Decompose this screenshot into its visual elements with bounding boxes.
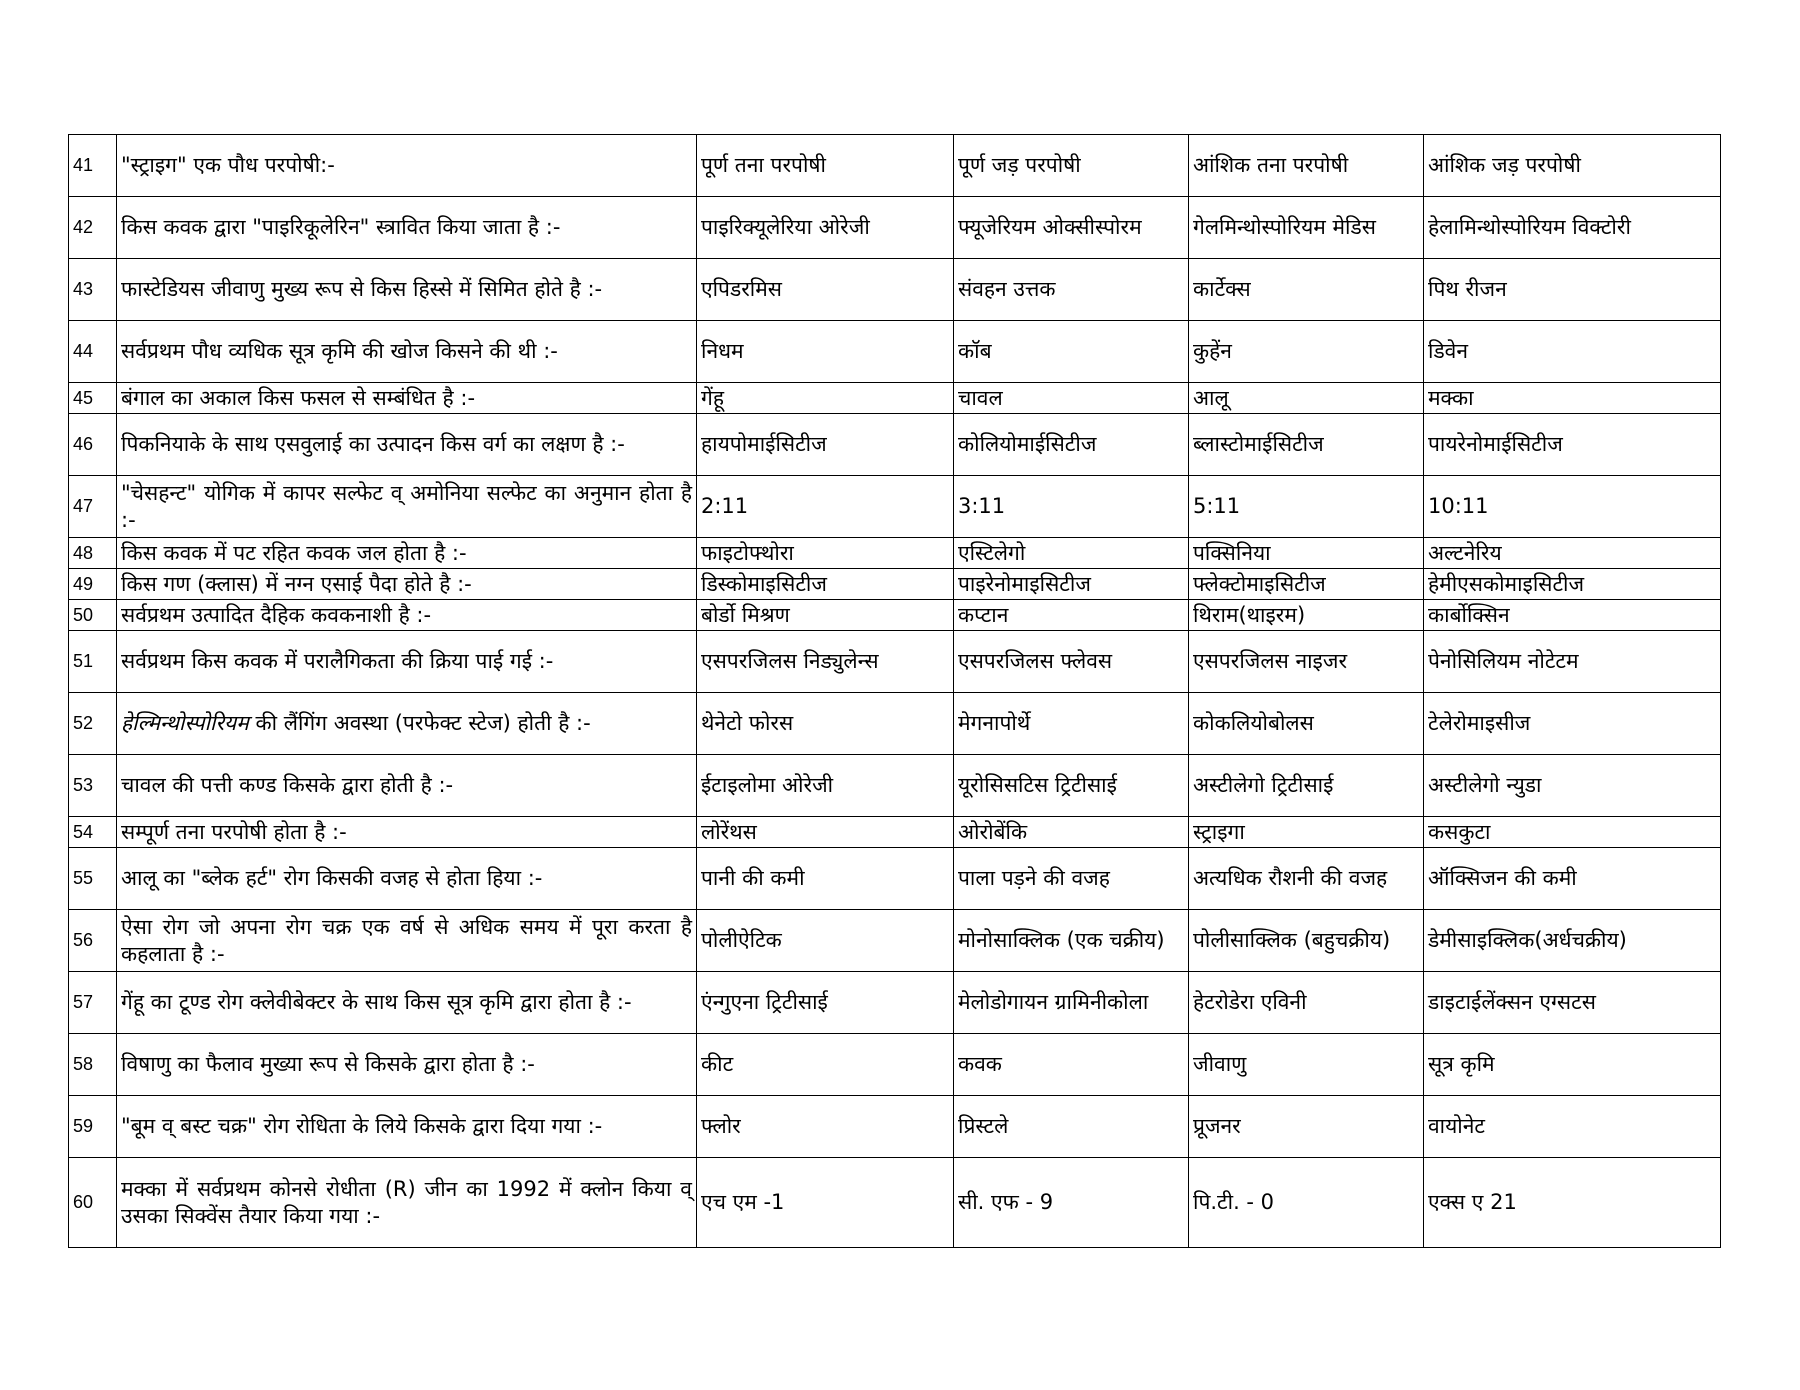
question-number: 51 [69,631,117,693]
option-b: चावल [954,383,1189,414]
question-text: "बूम व् बस्ट चक्र" रोग रोधिता के लिये किसके द्वारा दिया गया :- [117,1096,697,1158]
option-b: एस्टिलेगो [954,538,1189,569]
option-b: एसपरजिलस फ्लेवस [954,631,1189,693]
question-text: किस कवक द्वारा "पाइरिकूलेरिन" स्त्रावित किया जाता है :- [117,197,697,259]
table-row [69,321,1721,383]
option-c: स्ट्राइगा [1189,817,1424,848]
option-c: कार्टेक्स [1189,259,1424,321]
table-row [69,817,1721,848]
question-text: बंगाल का अकाल किस फसल से सम्बंधित है :- [117,383,697,414]
option-d: डाइटाईलेंक्सन एग्सटस [1424,972,1721,1034]
option-c: अस्टीलेगो ट्रिटीसाई [1189,755,1424,817]
option-c: अत्यधिक रौशनी की वजह [1189,848,1424,910]
option-c: पोलीसाक्लिक (बहुचक्रीय) [1189,910,1424,972]
question-number: 52 [69,693,117,755]
option-a: निधम [697,321,954,383]
option-b: सी. एफ - 9 [954,1158,1189,1248]
option-d: डिवेन [1424,321,1721,383]
option-a: गेंहू [697,383,954,414]
question-number: 48 [69,538,117,569]
option-c: पि.टी. - 0 [1189,1158,1424,1248]
question-number: 58 [69,1034,117,1096]
table-row [69,569,1721,600]
option-d: टेलेरोमाइसीज [1424,693,1721,755]
option-a: कीट [697,1034,954,1096]
table-row [69,755,1721,817]
question-text: सर्वप्रथम उत्पादित दैहिक कवकनाशी है :- [117,600,697,631]
table-row [69,631,1721,693]
question-text [117,693,697,755]
question-table [68,134,1721,1248]
option-c: एसपरजिलस नाइजर [1189,631,1424,693]
option-a: 2:11 [697,476,954,538]
question-text: किस गण (क्लास) में नग्न एसाई पैदा होते है :- [117,569,697,600]
question-number: 57 [69,972,117,1034]
table-row [69,1096,1721,1158]
option-c: फ्लेक्टोमाइसिटीज [1189,569,1424,600]
option-a: एच एम -1 [697,1158,954,1248]
option-d: पेनोसिलियम नोटेटम [1424,631,1721,693]
option-b: संवहन उत्तक [954,259,1189,321]
question-text: ऐसा रोग जो अपना रोग चक्र एक वर्ष से अधिक समय में पूरा करता है कहलाता है :- [117,910,697,972]
option-d: मक्का [1424,383,1721,414]
question-number: 53 [69,755,117,817]
option-d: डेमीसाइक्लिक(अर्धचक्रीय) [1424,910,1721,972]
question-number: 50 [69,600,117,631]
question-text: गेंहू का टूण्ड रोग क्लेवीबेक्टर के साथ किस सूत्र कृमि द्वारा होता है :- [117,972,697,1034]
option-c: आलू [1189,383,1424,414]
option-d: अल्टनेरिय [1424,538,1721,569]
question-text: पिकनियाके के साथ एसवुलाई का उत्पादन किस वर्ग का लक्षण है :- [117,414,697,476]
question-number: 44 [69,321,117,383]
table-row [69,197,1721,259]
option-a: बोर्डो मिश्रण [697,600,954,631]
option-b: मोनोसाक्लिक (एक चक्रीय) [954,910,1189,972]
table-row [69,848,1721,910]
option-b: पाइरेनोमाइसिटीज [954,569,1189,600]
question-text: "चेसहन्ट" योगिक में कापर सल्फेट व् अमोनिया सल्फेट का अनुमान होता है :- [117,476,697,538]
option-c: पक्सिनिया [1189,538,1424,569]
option-a: एपिडरमिस [697,259,954,321]
table-row [69,1034,1721,1096]
table-row [69,383,1721,414]
question-text: विषाणु का फैलाव मुख्या रूप से किसके द्वारा होता है :- [117,1034,697,1096]
option-d: पिथ रीजन [1424,259,1721,321]
option-b: कॉब [954,321,1189,383]
table-row [69,972,1721,1034]
option-d: सूत्र कृमि [1424,1034,1721,1096]
option-a: एंन्गुएना ट्रिटीसाई [697,972,954,1034]
option-c: गेलमिन्थोस्पोरियम मेडिस [1189,197,1424,259]
option-d: ऑक्सिजन की कमी [1424,848,1721,910]
option-d: हेलामिन्थोस्पोरियम विक्टोरी [1424,197,1721,259]
table-row [69,135,1721,197]
option-d: हेमीएसकोमाइसिटीज [1424,569,1721,600]
option-d: वायोनेट [1424,1096,1721,1158]
table-row [69,414,1721,476]
table-row [69,1158,1721,1248]
option-c: आंशिक तना परपोषी [1189,135,1424,197]
question-text: मक्का में सर्वप्रथम कोनसे रोधीता (R) जीन का 1992 में क्लोन किया व् उसका सिक्वेंस तैयार किया गया :- [117,1158,697,1248]
option-a: डिस्कोमाइसिटीज [697,569,954,600]
option-c: कुहेंन [1189,321,1424,383]
option-a: पाइरिक्यूलेरिया ओरेजी [697,197,954,259]
question-number: 55 [69,848,117,910]
option-d: कसकुटा [1424,817,1721,848]
question-number: 49 [69,569,117,600]
question-number: 42 [69,197,117,259]
question-number: 59 [69,1096,117,1158]
question-text: फास्टेडियस जीवाणु मुख्य रूप से किस हिस्से में सिमित होते है :- [117,259,697,321]
question-text: "स्ट्राइग" एक पौध परपोषी:- [117,135,697,197]
option-a: थेनेटो फोरस [697,693,954,755]
option-a: पोलीऐटिक [697,910,954,972]
option-d: एक्स ए 21 [1424,1158,1721,1248]
table-row [69,693,1721,755]
option-c: जीवाणु [1189,1034,1424,1096]
table-row [69,538,1721,569]
table-row [69,476,1721,538]
table-row [69,600,1721,631]
option-b: ओरोबेंकि [954,817,1189,848]
question-rest: की लैंगिंग अवस्था (परफेक्ट स्टेज) होती है :- [248,711,591,735]
question-text: सर्वप्रथम पौध व्यधिक सूत्र कृमि की खोज किसने की थी :- [117,321,697,383]
option-a: पूर्ण तना परपोषी [697,135,954,197]
question-italic-term: हेल्मिन्थोस्पोरियम [121,711,249,735]
option-a: एसपरजिलस निड्युलेन्स [697,631,954,693]
option-a: फ्लोर [697,1096,954,1158]
option-a: लोरेंथस [697,817,954,848]
option-c: ब्लास्टोमाईसिटीज [1189,414,1424,476]
option-c: प्रूजनर [1189,1096,1424,1158]
option-b: पूर्ण जड़ परपोषी [954,135,1189,197]
question-number: 43 [69,259,117,321]
option-c: 5:11 [1189,476,1424,538]
option-d: 10:11 [1424,476,1721,538]
option-d: अस्टीलेगो न्युडा [1424,755,1721,817]
table-row [69,910,1721,972]
option-b: कोलियोमाईसिटीज [954,414,1189,476]
option-b: पाला पड़ने की वजह [954,848,1189,910]
question-text: सम्पूर्ण तना परपोषी होता है :- [117,817,697,848]
question-number: 45 [69,383,117,414]
option-c: हेटरोडेरा एविनी [1189,972,1424,1034]
question-number: 47 [69,476,117,538]
option-d: आंशिक जड़ परपोषी [1424,135,1721,197]
table-row [69,259,1721,321]
option-b: कवक [954,1034,1189,1096]
question-number: 46 [69,414,117,476]
option-d: पायरेनोमाईसिटीज [1424,414,1721,476]
option-d: कार्बोक्सिन [1424,600,1721,631]
question-text: आलू का "ब्लेक हर्ट" रोग किसकी वजह से होता हिया :- [117,848,697,910]
option-c: थिराम(थाइरम) [1189,600,1424,631]
question-text: किस कवक में पट रहित कवक जल होता है :- [117,538,697,569]
option-b: कप्टान [954,600,1189,631]
option-a: हायपोमाईसिटीज [697,414,954,476]
question-number: 54 [69,817,117,848]
question-number: 60 [69,1158,117,1248]
option-b: फ्यूजेरियम ओक्सीस्पोरम [954,197,1189,259]
question-number: 56 [69,910,117,972]
option-b: प्रिस्टले [954,1096,1189,1158]
option-b: 3:11 [954,476,1189,538]
option-a: ईटाइलोमा ओरेजी [697,755,954,817]
option-b: मेलोडोगायन ग्रामिनीकोला [954,972,1189,1034]
option-b: यूरोसिसटिस ट्रिटीसाई [954,755,1189,817]
option-b: मेगनापोर्थे [954,693,1189,755]
option-c: कोकलियोबोलस [1189,693,1424,755]
question-text: सर्वप्रथम किस कवक में परालैगिकता की क्रिया पाई गई :- [117,631,697,693]
option-a: फाइटोफ्थोरा [697,538,954,569]
option-a: पानी की कमी [697,848,954,910]
question-text: चावल की पत्ती कण्ड किसके द्वारा होती है :- [117,755,697,817]
question-number: 41 [69,135,117,197]
